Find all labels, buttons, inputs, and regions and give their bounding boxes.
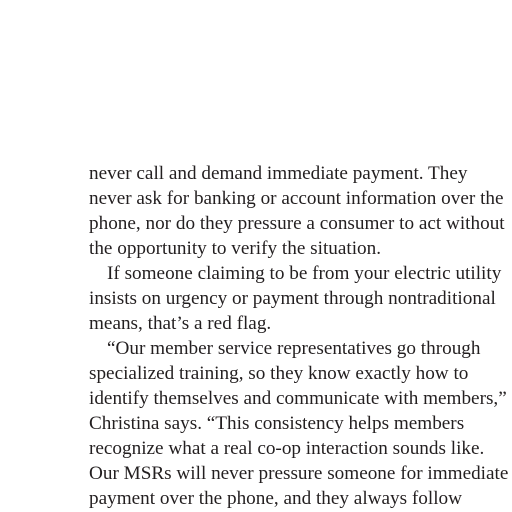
body-text <box>89 161 512 511</box>
text-line: recognize what a real co-op interaction sounds like. <box>89 438 485 459</box>
text-line: identify themselves and communicate with members,” <box>89 388 507 409</box>
text-line: specialized training, so they know exactly how to <box>89 363 469 384</box>
text-line: never call and demand immediate payment. They <box>89 163 468 184</box>
text-line: payment over the phone, and they always follow <box>89 488 462 509</box>
paragraph-first-line: “Our member service representatives go through <box>107 338 481 359</box>
text-line: the opportunity to verify the situation. <box>89 238 382 259</box>
text-line: phone, nor do they pressure a consumer to act without <box>89 213 505 234</box>
paragraph-first-line: If someone claiming to be from your electric utility <box>107 263 502 284</box>
text-line: means, that’s a red flag. <box>89 313 272 334</box>
text-line: never ask for banking or account information over the <box>89 188 504 209</box>
text-line: insists on urgency or payment through nontraditional <box>89 288 496 309</box>
text-line: Our MSRs will never pressure someone for immediate <box>89 463 509 484</box>
text-line: Christina says. “This consistency helps members <box>89 413 465 434</box>
